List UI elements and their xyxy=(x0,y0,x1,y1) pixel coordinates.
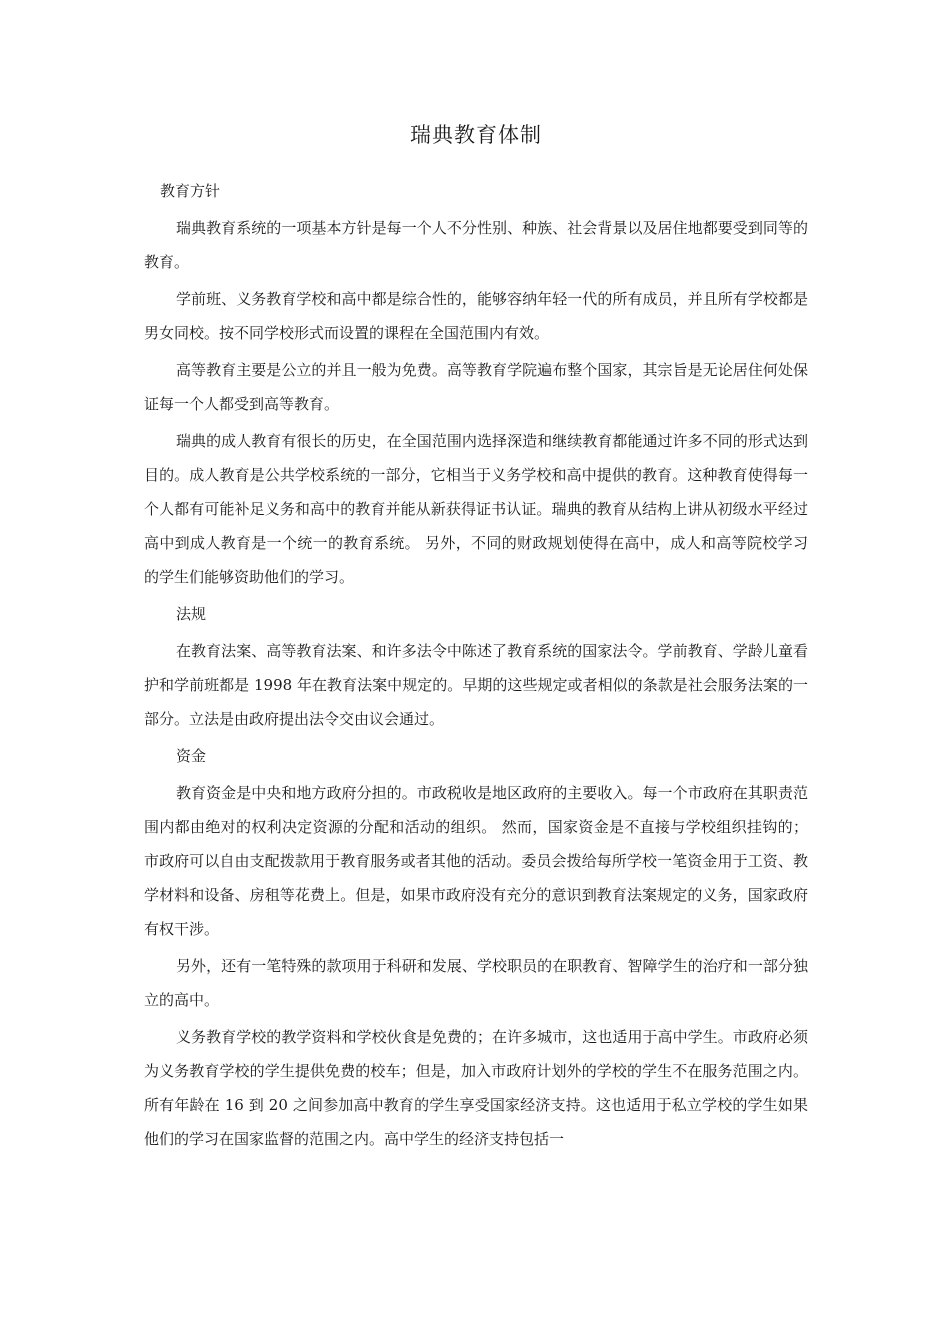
paragraph: 教育资金是中央和地方政府分担的。市政税收是地区政府的主要收入。每一个市政府在其职责范围内都由绝对的权利决定资源的分配和活动的组织。 然而，国家资金是不直接与学校组织挂钩的；市政府可以自由支配拨款用于教育服务或者其他的活动。委员会拨给每所学校一笔资金用于工资、教学材料和设备、房租等花费上。但是，如果市政府没有充分的意识到教育法案规定的义务，国家政府有权干涉。 xyxy=(144,784,808,938)
paragraph: 瑞典教育系统的一项基本方针是每一个人不分性别、种族、社会背景以及居住地都要受到同等的教育。 xyxy=(144,219,808,271)
paragraph: 高等教育主要是公立的并且一般为免费。高等教育学院遍布整个国家，其宗旨是无论居住何处保证每一个人都受到高等教育。 xyxy=(144,361,808,413)
section-regulations xyxy=(144,597,808,736)
document-title: 瑞典教育体制 xyxy=(410,123,542,147)
paragraph: 义务教育学校的教学资料和学校伙食是免费的；在许多城市，这也适用于高中学生。市政府必须为义务教育学校的学生提供免费的校车；但是，加入市政府计划外的学校的学生不在服务范围之内。 所有年龄在 16 到 20 之间参加高中教育的学生享受国家经济支持。这也适用于私立学校的学生如果他们的学习在国家监督的范围之内。高中学生的经济支持包括一 xyxy=(144,1028,808,1148)
paragraph: 学前班、义务教育学校和高中都是综合性的，能够容纳年轻一代的所有成员，并且所有学校都是男女同校。按不同学校形式而设置的课程在全国范围内有效。 xyxy=(144,290,808,342)
section-funding xyxy=(144,739,808,1156)
section-heading-funding: 资金 xyxy=(176,747,207,765)
section-policy xyxy=(144,174,808,594)
section-heading-policy: 教育方针 xyxy=(160,182,221,200)
paragraph: 瑞典的成人教育有很长的历史，在全国范围内选择深造和继续教育都能通过许多不同的形式达到目的。成人教育是公共学校系统的一部分，它相当于义务学校和高中提供的教育。这种教育使得每一个人都有可能补足义务和高中的教育并能从新获得证书认证。瑞典的教育从结构上讲从初级水平经过高中到成人教育是一个统一的教育系统。 另外，不同的财政规划使得在高中，成人和高等院校学习的学生们能够资助他们的学习。 xyxy=(144,432,808,586)
paragraph: 在教育法案、高等教育法案、和许多法令中陈述了教育系统的国家法令。学前教育、学龄儿童看护和学前班都是 1998 年在教育法案中规定的。早期的这些规定或者相似的条款是社会服务法案的一部分。立法是由政府提出法令交由议会通过。 xyxy=(144,642,808,728)
paragraph: 另外，还有一笔特殊的款项用于科研和发展、学校职员的在职教育、智障学生的治疗和一部分独立的高中。 xyxy=(144,957,808,1009)
section-heading-regulations: 法规 xyxy=(176,605,207,623)
document-page xyxy=(144,118,808,1159)
